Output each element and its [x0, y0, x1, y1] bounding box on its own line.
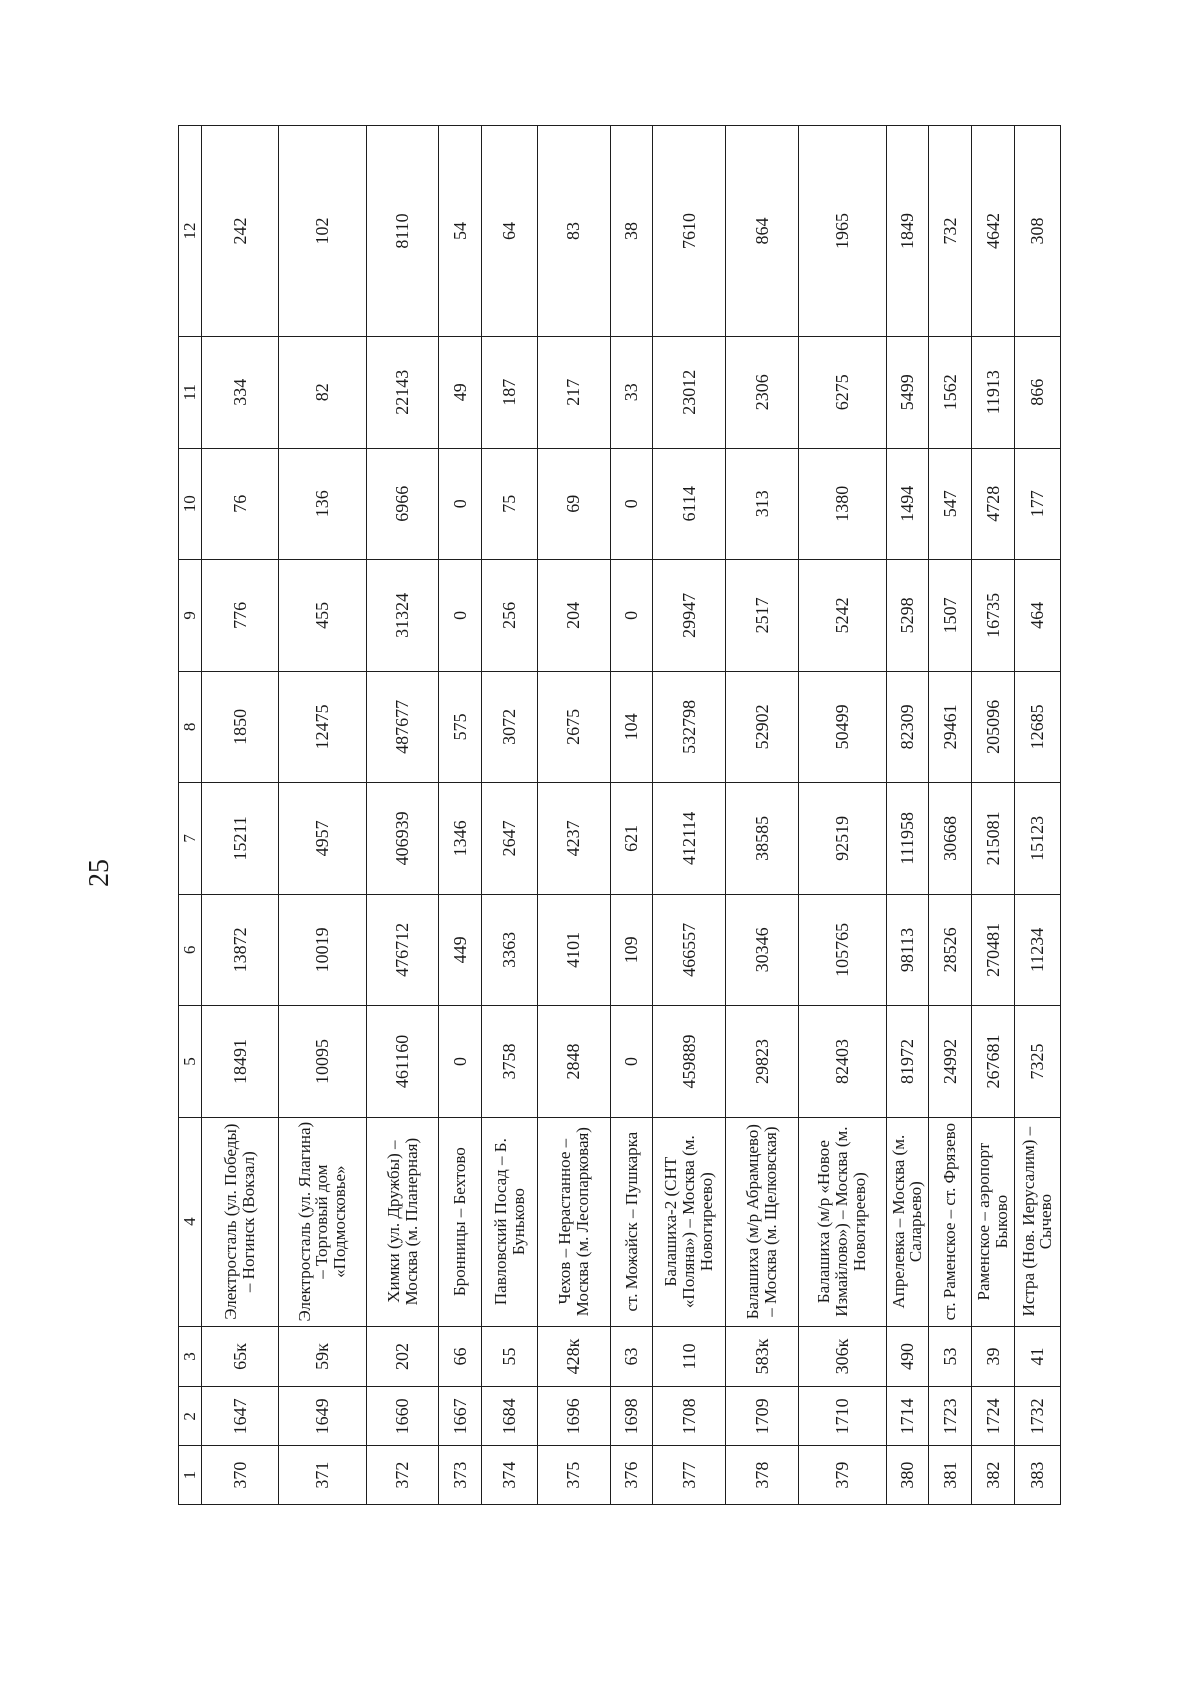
cell-col-3: 65к: [202, 1326, 279, 1387]
cell-col-7: 38585: [726, 783, 799, 895]
column-header-12: 12: [179, 126, 202, 337]
cell-col-9: 31324: [366, 560, 439, 672]
cell-col-4: ст. Раменское – ст. Фрязево: [929, 1117, 972, 1326]
cell-col-4: Павловский Посад – Б. Буньково: [482, 1117, 538, 1326]
cell-col-8: 12685: [1014, 671, 1060, 783]
cell-col-10: 136: [279, 448, 367, 560]
cell-col-12: 102: [279, 126, 367, 337]
cell-col-1: 370: [202, 1446, 279, 1505]
cell-col-9: 2517: [726, 560, 799, 672]
cell-col-6: 11234: [1014, 894, 1060, 1006]
cell-col-3: 63: [610, 1326, 653, 1387]
cell-col-1: 371: [279, 1446, 367, 1505]
cell-col-6: 476712: [366, 894, 439, 1006]
cell-col-6: 4101: [537, 894, 610, 1006]
cell-col-7: 111958: [886, 783, 929, 895]
cell-col-11: 217: [537, 336, 610, 448]
cell-col-4: Чехов – Нерастанное – Москва (м. Лесопарковая): [537, 1117, 610, 1326]
data-table: [178, 125, 1061, 1505]
cell-col-5: 459889: [653, 1006, 726, 1118]
cell-col-7: 4237: [537, 783, 610, 895]
cell-col-11: 49: [439, 336, 482, 448]
cell-col-12: 83: [537, 126, 610, 337]
cell-col-2: 1667: [439, 1387, 482, 1446]
cell-col-4: Химки (ул. Дружбы) – Москва (м. Планерная): [366, 1117, 439, 1326]
cell-col-12: 864: [726, 126, 799, 337]
cell-col-3: 53: [929, 1326, 972, 1387]
cell-col-11: 22143: [366, 336, 439, 448]
cell-col-6: 13872: [202, 894, 279, 1006]
cell-col-10: 0: [439, 448, 482, 560]
cell-col-12: 308: [1014, 126, 1060, 337]
cell-col-12: 64: [482, 126, 538, 337]
column-header-10: 10: [179, 448, 202, 560]
cell-col-1: 378: [726, 1446, 799, 1505]
cell-col-11: 334: [202, 336, 279, 448]
cell-col-2: 1723: [929, 1387, 972, 1446]
cell-col-8: 1850: [202, 671, 279, 783]
cell-col-10: 1380: [798, 448, 886, 560]
cell-col-6: 98113: [886, 894, 929, 1006]
cell-col-3: 66: [439, 1326, 482, 1387]
table-row: [482, 126, 538, 1505]
cell-col-6: 109: [610, 894, 653, 1006]
cell-col-7: 92519: [798, 783, 886, 895]
cell-col-3: 55: [482, 1326, 538, 1387]
cell-col-11: 33: [610, 336, 653, 448]
table-row: [972, 126, 1015, 1505]
cell-col-12: 1849: [886, 126, 929, 337]
cell-col-5: 82403: [798, 1006, 886, 1118]
cell-col-5: 0: [439, 1006, 482, 1118]
cell-col-1: 379: [798, 1446, 886, 1505]
cell-col-9: 455: [279, 560, 367, 672]
cell-col-3: 59к: [279, 1326, 367, 1387]
cell-col-2: 1660: [366, 1387, 439, 1446]
column-header-6: 6: [179, 894, 202, 1006]
cell-col-6: 270481: [972, 894, 1015, 1006]
cell-col-10: 6114: [653, 448, 726, 560]
cell-col-1: 380: [886, 1446, 929, 1505]
table-row: [1014, 126, 1060, 1505]
cell-col-4: Балашиха-2 (СНТ «Поляна») – Москва (м. Новогиреево): [653, 1117, 726, 1326]
cell-col-9: 16735: [972, 560, 1015, 672]
cell-col-1: 381: [929, 1446, 972, 1505]
cell-col-6: 105765: [798, 894, 886, 1006]
cell-col-9: 5298: [886, 560, 929, 672]
cell-col-7: 15211: [202, 783, 279, 895]
column-header-1: 1: [179, 1446, 202, 1505]
cell-col-11: 82: [279, 336, 367, 448]
cell-col-10: 6966: [366, 448, 439, 560]
column-header-9: 9: [179, 560, 202, 672]
cell-col-3: 490: [886, 1326, 929, 1387]
cell-col-5: 29823: [726, 1006, 799, 1118]
cell-col-7: 15123: [1014, 783, 1060, 895]
cell-col-10: 547: [929, 448, 972, 560]
cell-col-10: 177: [1014, 448, 1060, 560]
cell-col-5: 81972: [886, 1006, 929, 1118]
column-header-8: 8: [179, 671, 202, 783]
cell-col-3: 428к: [537, 1326, 610, 1387]
table-body: [202, 126, 1061, 1505]
cell-col-8: 82309: [886, 671, 929, 783]
table-row: [610, 126, 653, 1505]
table-row: [798, 126, 886, 1505]
cell-col-3: 110: [653, 1326, 726, 1387]
cell-col-2: 1710: [798, 1387, 886, 1446]
cell-col-5: 0: [610, 1006, 653, 1118]
cell-col-11: 5499: [886, 336, 929, 448]
table-row: [366, 126, 439, 1505]
cell-col-7: 215081: [972, 783, 1015, 895]
cell-col-8: 487677: [366, 671, 439, 783]
cell-col-6: 28526: [929, 894, 972, 1006]
table-row: [279, 126, 367, 1505]
cell-col-4: Истра (Нов. Иерусалим) – Сычево: [1014, 1117, 1060, 1326]
column-header-11: 11: [179, 336, 202, 448]
page-number: 25: [84, 859, 115, 887]
cell-col-9: 256: [482, 560, 538, 672]
cell-col-5: 24992: [929, 1006, 972, 1118]
cell-col-7: 412114: [653, 783, 726, 895]
cell-col-3: 306к: [798, 1326, 886, 1387]
cell-col-11: 866: [1014, 336, 1060, 448]
cell-col-2: 1708: [653, 1387, 726, 1446]
cell-col-7: 4957: [279, 783, 367, 895]
cell-col-5: 461160: [366, 1006, 439, 1118]
cell-col-1: 374: [482, 1446, 538, 1505]
cell-col-1: 376: [610, 1446, 653, 1505]
cell-col-5: 10095: [279, 1006, 367, 1118]
cell-col-12: 242: [202, 126, 279, 337]
cell-col-6: 449: [439, 894, 482, 1006]
cell-col-3: 583к: [726, 1326, 799, 1387]
cell-col-3: 39: [972, 1326, 1015, 1387]
cell-col-11: 1562: [929, 336, 972, 448]
cell-col-4: Электросталь (ул. Победы) – Ногинск (Вокзал): [202, 1117, 279, 1326]
cell-col-12: 7610: [653, 126, 726, 337]
cell-col-1: 373: [439, 1446, 482, 1505]
cell-col-5: 7325: [1014, 1006, 1060, 1118]
cell-col-4: Апрелевка – Москва (м. Саларьево): [886, 1117, 929, 1326]
cell-col-6: 30346: [726, 894, 799, 1006]
table-row: [537, 126, 610, 1505]
cell-col-8: 532798: [653, 671, 726, 783]
cell-col-7: 2647: [482, 783, 538, 895]
cell-col-12: 8110: [366, 126, 439, 337]
cell-col-7: 1346: [439, 783, 482, 895]
cell-col-11: 11913: [972, 336, 1015, 448]
cell-col-2: 1684: [482, 1387, 538, 1446]
cell-col-10: 313: [726, 448, 799, 560]
cell-col-1: 375: [537, 1446, 610, 1505]
cell-col-1: 382: [972, 1446, 1015, 1505]
cell-col-10: 69: [537, 448, 610, 560]
column-header-2: 2: [179, 1387, 202, 1446]
cell-col-8: 12475: [279, 671, 367, 783]
table-row: [726, 126, 799, 1505]
cell-col-4: Балашиха (м/р «Новое Измайлово») – Москва (м. Новогиреево): [798, 1117, 886, 1326]
cell-col-8: 575: [439, 671, 482, 783]
cell-col-2: 1698: [610, 1387, 653, 1446]
cell-col-4: Электросталь (ул. Ялагина) – Торговый дом «Подмосковье»: [279, 1117, 367, 1326]
cell-col-8: 2675: [537, 671, 610, 783]
cell-col-11: 23012: [653, 336, 726, 448]
cell-col-2: 1732: [1014, 1387, 1060, 1446]
cell-col-8: 29461: [929, 671, 972, 783]
cell-col-3: 202: [366, 1326, 439, 1387]
cell-col-9: 0: [439, 560, 482, 672]
cell-col-2: 1696: [537, 1387, 610, 1446]
cell-col-1: 377: [653, 1446, 726, 1505]
cell-col-10: 75: [482, 448, 538, 560]
cell-col-7: 406939: [366, 783, 439, 895]
cell-col-11: 2306: [726, 336, 799, 448]
cell-col-8: 50499: [798, 671, 886, 783]
cell-col-10: 1494: [886, 448, 929, 560]
column-header-4: 4: [179, 1117, 202, 1326]
cell-col-12: 732: [929, 126, 972, 337]
cell-col-2: 1714: [886, 1387, 929, 1446]
cell-col-12: 1965: [798, 126, 886, 337]
cell-col-4: Балашиха (м/р Абрамцево) – Москва (м. Щелковская): [726, 1117, 799, 1326]
cell-col-1: 383: [1014, 1446, 1060, 1505]
cell-col-12: 54: [439, 126, 482, 337]
cell-col-4: Бронницы – Бехтово: [439, 1117, 482, 1326]
table-row: [653, 126, 726, 1505]
cell-col-2: 1647: [202, 1387, 279, 1446]
cell-col-4: Раменское – аэропорт Быково: [972, 1117, 1015, 1326]
cell-col-11: 6275: [798, 336, 886, 448]
cell-col-8: 3072: [482, 671, 538, 783]
cell-col-9: 0: [610, 560, 653, 672]
cell-col-9: 776: [202, 560, 279, 672]
cell-col-7: 30668: [929, 783, 972, 895]
cell-col-10: 76: [202, 448, 279, 560]
table-container: [178, 125, 1061, 1505]
cell-col-8: 52902: [726, 671, 799, 783]
cell-col-6: 466557: [653, 894, 726, 1006]
cell-col-1: 372: [366, 1446, 439, 1505]
cell-col-8: 205096: [972, 671, 1015, 783]
cell-col-6: 3363: [482, 894, 538, 1006]
cell-col-6: 10019: [279, 894, 367, 1006]
cell-col-9: 1507: [929, 560, 972, 672]
cell-col-10: 0: [610, 448, 653, 560]
cell-col-12: 4642: [972, 126, 1015, 337]
cell-col-3: 41: [1014, 1326, 1060, 1387]
table-row: [886, 126, 929, 1505]
cell-col-9: 29947: [653, 560, 726, 672]
column-header-3: 3: [179, 1326, 202, 1387]
cell-col-4: ст. Можайск – Пушкарка: [610, 1117, 653, 1326]
cell-col-10: 4728: [972, 448, 1015, 560]
cell-col-2: 1724: [972, 1387, 1015, 1446]
header-row: [179, 126, 202, 1505]
cell-col-5: 3758: [482, 1006, 538, 1118]
cell-col-2: 1649: [279, 1387, 367, 1446]
column-header-5: 5: [179, 1006, 202, 1118]
table-row: [439, 126, 482, 1505]
table-row: [929, 126, 972, 1505]
cell-col-9: 5242: [798, 560, 886, 672]
cell-col-11: 187: [482, 336, 538, 448]
cell-col-2: 1709: [726, 1387, 799, 1446]
cell-col-8: 104: [610, 671, 653, 783]
cell-col-9: 204: [537, 560, 610, 672]
cell-col-12: 38: [610, 126, 653, 337]
cell-col-5: 2848: [537, 1006, 610, 1118]
column-header-7: 7: [179, 783, 202, 895]
cell-col-5: 18491: [202, 1006, 279, 1118]
table-row: [202, 126, 279, 1505]
cell-col-9: 464: [1014, 560, 1060, 672]
cell-col-5: 267681: [972, 1006, 1015, 1118]
cell-col-7: 621: [610, 783, 653, 895]
